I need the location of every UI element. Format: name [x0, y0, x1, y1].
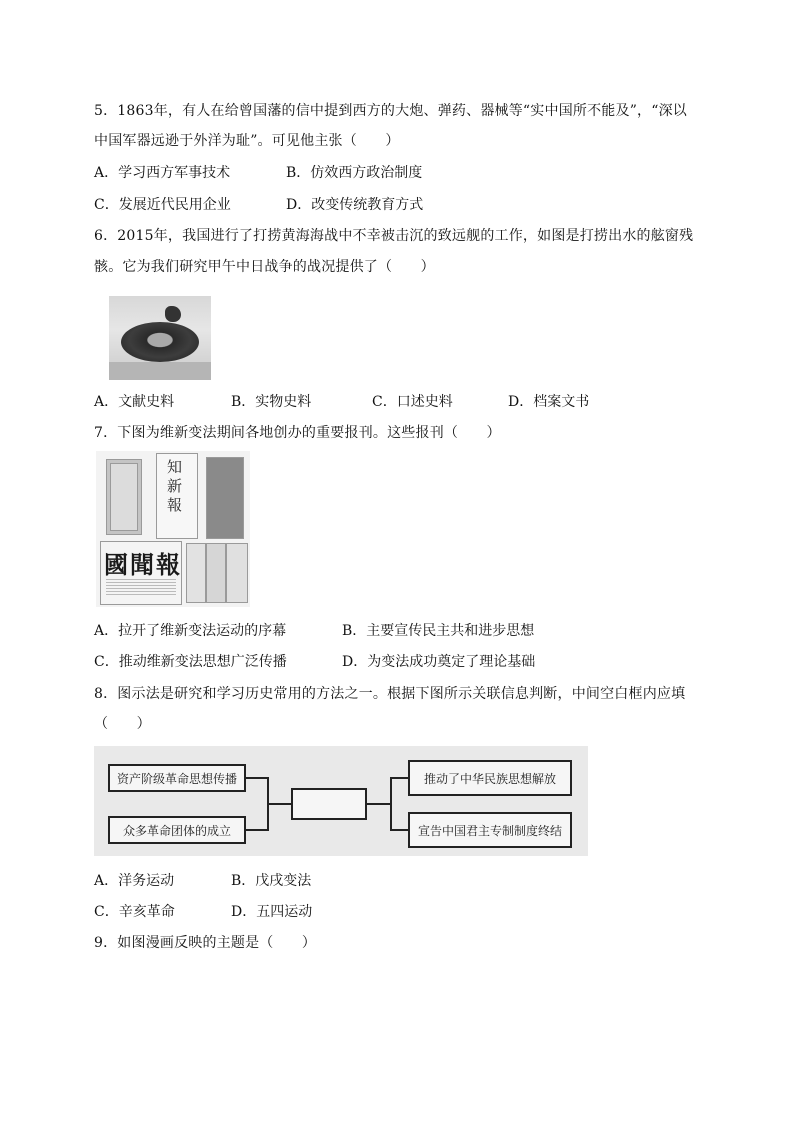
q6-option-b[interactable]: B．实物史料: [231, 394, 312, 410]
q8-option-b[interactable]: B．戊戌变法: [231, 873, 312, 889]
q5-option-d[interactable]: D．改变传统教育方式: [286, 197, 424, 213]
diagram-box-right-top: 推动了中华民族思想解放: [408, 760, 572, 796]
q9-stem-line1: 9．如图漫画反映的主题是（ ）: [94, 935, 317, 951]
q6-option-a[interactable]: A．文献史料: [94, 394, 175, 410]
reform-newspapers-photo: [96, 451, 250, 607]
q5-option-b[interactable]: B．仿效西方政治制度: [286, 165, 423, 181]
q8-option-a[interactable]: A．洋务运动: [94, 873, 175, 889]
q6-stem-line1: 6．2015年，我国进行了打捞黄海海战中不幸被击沉的致远舰的工作，如图是打捞出水的舷窗残: [94, 228, 694, 244]
diagram-box-left-bottom: 众多革命团体的成立: [108, 816, 246, 844]
relationship-diagram: [94, 746, 588, 856]
q8-option-c[interactable]: C．辛亥革命: [94, 904, 175, 920]
q7-option-c[interactable]: C．推动维新变法思想广泛传播: [94, 654, 287, 670]
q8-option-d[interactable]: D．五四运动: [231, 904, 313, 920]
q5-option-c[interactable]: C．发展近代民用企业: [94, 197, 231, 213]
paper-title-zhixinbao: 知新報: [165, 459, 183, 516]
q6-option-c[interactable]: C．口述史料: [372, 394, 453, 410]
diagram-box-right-bottom: 宣告中国君主专制制度终结: [408, 812, 572, 848]
q8-stem-line1: 8．图示法是研究和学习历史常用的方法之一。根据下图所示关联信息判断，中间空白框内应填: [94, 686, 686, 702]
q7-option-b[interactable]: B．主要宣传民主共和进步思想: [342, 623, 535, 639]
q7-option-a[interactable]: A．拉开了维新变法运动的序幕: [94, 623, 287, 639]
q5-stem-line2: 中国军器远逊于外洋为耻”。可见他主张（ ）: [94, 133, 400, 149]
q7-stem-line1: 7．下图为维新变法期间各地创办的重要报刊。这些报刊（ ）: [94, 425, 501, 441]
q8-stem-line2: （ ）: [94, 716, 151, 732]
porthole-relic-photo: [109, 296, 211, 380]
diagram-box-left-top: 资产阶级革命思想传播: [108, 764, 246, 792]
q7-option-d[interactable]: D．为变法成功奠定了理论基础: [342, 654, 536, 670]
q6-stem-line2: 骸。它为我们研究甲午中日战争的战况提供了（ ）: [94, 259, 435, 275]
diagram-box-center-blank: [291, 788, 367, 820]
q6-option-d[interactable]: D．档案文书: [508, 394, 590, 410]
q5-option-a[interactable]: A．学习西方军事技术: [94, 165, 231, 181]
paper-title-guowenbao: 國聞報: [104, 550, 182, 579]
q5-stem-line1: 5．1863年，有人在给曾国藩的信中提到西方的大炮、弹药、器械等“实中国所不能及”，“深以: [94, 103, 688, 119]
